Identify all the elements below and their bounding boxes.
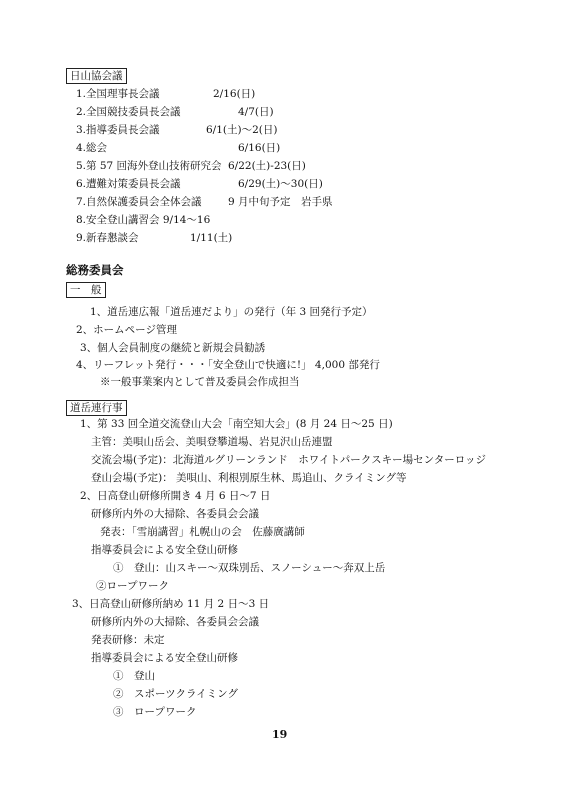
list-item: 1、道岳連広報「道岳連だより」の発行（年 3 回発行予定） bbox=[90, 306, 373, 318]
list-item-detail: ②ロープワーク bbox=[96, 580, 169, 592]
list-item-detail: 発表：「雪崩講習」札幌山の会 佐藤廣講師 bbox=[100, 526, 305, 538]
section-title-dogaku: 道岳連行事 bbox=[66, 400, 127, 416]
list-item-detail: 交流会場(予定)：北海道ルグリーンランド ホワイトパークスキー場センターロッジ bbox=[91, 454, 487, 466]
list-item-date: 6/29(土)～30(日) bbox=[238, 178, 323, 190]
list-item: 3.指導委員長会議 bbox=[76, 124, 160, 136]
list-item: 9.新春懇談会 bbox=[76, 232, 139, 244]
list-item: 1、第 33 回全道交流登山大会「南空知大会」(8 月 24 日～25 日) bbox=[80, 418, 393, 430]
list-item-detail: 登山会場(予定)： 美唄山、利根別原生林、馬追山、クライミング等 bbox=[91, 472, 407, 484]
list-item: 6.遭難対策委員長会議 bbox=[76, 178, 181, 190]
list-item: 2、ホームページ管理 bbox=[76, 324, 177, 336]
list-item: 4、リーフレット発行・・・「安全登山で快適に!」 4,000 部発行 bbox=[76, 359, 380, 371]
list-item: 5.第 57 回海外登山技術研究会 bbox=[76, 160, 222, 172]
list-item-note: ※一般事業案内として普及委員会作成担当 bbox=[100, 376, 300, 388]
list-item-detail: ② スポーツクライミング bbox=[113, 688, 238, 700]
list-item-detail: 主管：美唄山岳会、美唄登攀道場、岩見沢山岳連盟 bbox=[91, 436, 333, 448]
section-title-ippan: 一 般 bbox=[66, 282, 106, 298]
list-item: 4.総会 bbox=[76, 142, 108, 154]
list-item-date: 9 月中旬予定 岩手県 bbox=[228, 196, 333, 208]
list-item-detail: 発表研修：未定 bbox=[91, 634, 165, 646]
list-item-detail: 研修所内外の大掃除、各委員会会議 bbox=[91, 508, 259, 520]
list-item-detail: ① 登山 bbox=[113, 670, 155, 682]
list-item-date: 4/7(日) bbox=[238, 106, 274, 118]
list-item: 3、個人会員制度の継続と新規会員勧誘 bbox=[80, 342, 266, 354]
section-title-nissan: 日山協会議 bbox=[66, 68, 127, 84]
list-item-detail: ③ ロープワーク bbox=[113, 706, 197, 718]
list-item-date: 6/22(土)-23(日) bbox=[228, 160, 306, 172]
list-item-date: 6/16(日) bbox=[238, 142, 281, 154]
list-item: 7.自然保護委員会全体会議 bbox=[76, 196, 202, 208]
committee-heading: 総務委員会 bbox=[66, 263, 124, 277]
list-item: 2.全国競技委員長会議 bbox=[76, 106, 181, 118]
list-item: 8.安全登山講習会 9/14～16 bbox=[76, 214, 211, 226]
list-item: 1.全国理事長会議 bbox=[76, 88, 160, 100]
list-item: 3、日高登山研修所納め 11 月 2 日～3 日 bbox=[72, 598, 270, 610]
list-item-date: 2/16(日) bbox=[213, 88, 256, 100]
list-item-detail: ① 登山：山スキー～双珠別岳、スノーシュー～奔双上岳 bbox=[113, 562, 386, 574]
list-item-date: 6/1(土)～2(日) bbox=[206, 124, 278, 136]
list-item: 2、日高登山研修所開き 4 月 6 日～7 日 bbox=[80, 490, 271, 502]
list-item-detail: 指導委員会による安全登山研修 bbox=[91, 652, 238, 664]
page-number: 19 bbox=[272, 728, 288, 741]
list-item-detail: 指導委員会による安全登山研修 bbox=[91, 544, 238, 556]
list-item-date: 1/11(土) bbox=[190, 232, 233, 244]
list-item-detail: 研修所内外の大掃除、各委員会会議 bbox=[91, 616, 259, 628]
